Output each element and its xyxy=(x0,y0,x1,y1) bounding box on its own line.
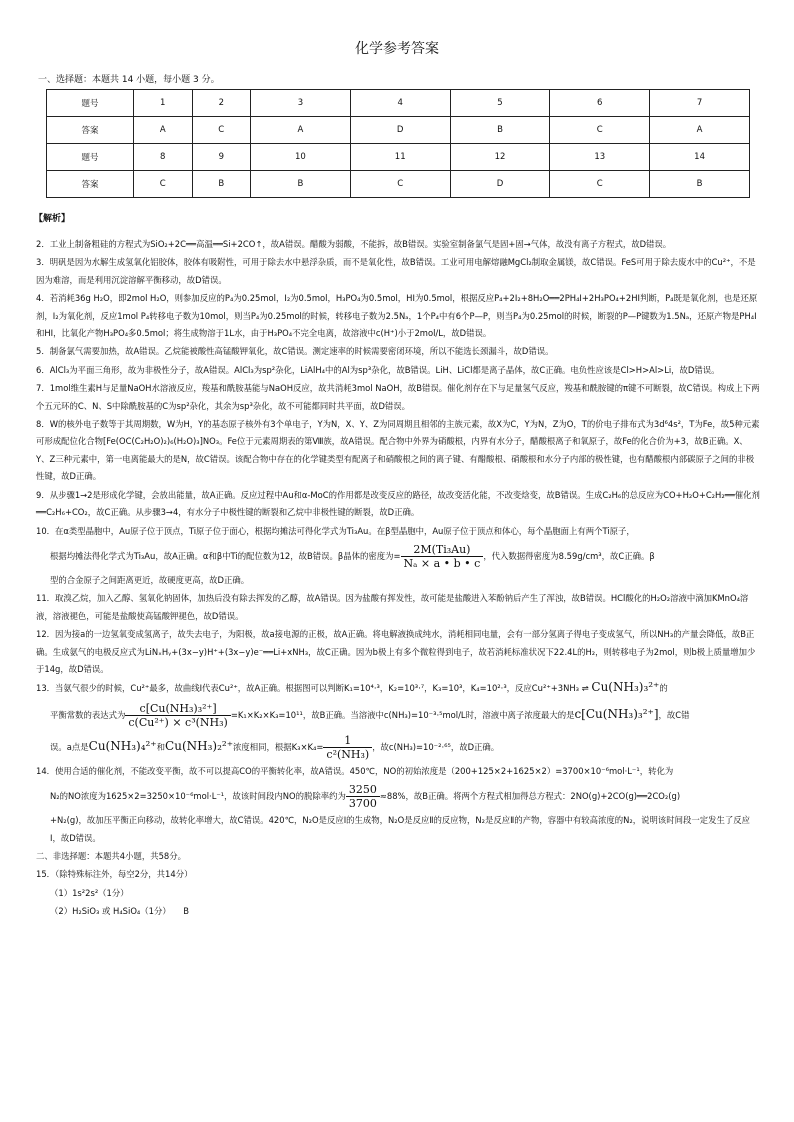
answer-table-cell: D xyxy=(350,117,450,144)
answer-table-cell: C xyxy=(550,117,650,144)
answer-table-row-header: 题号 xyxy=(47,144,134,171)
item-9: 9．从步骤1→2是形成化学键，会放出能量，故A正确。反应过程中Au和α-MoC的作用都是改变反应的路径，故改变活化能，不改变焓变，故B错误。生成C₂H₆的总反应为CO+H₂O+C₂H₂══催化剂══C₂H₆+CO₂，故C正确。从步骤3→4，有水分子中极性键的断裂和乙烷中非极性键的断裂，故D正确。 xyxy=(36,489,760,518)
answer-table-cell: 10 xyxy=(251,144,351,171)
k-numerator: c[Cu(NH₃)₃²⁺] xyxy=(125,702,230,716)
page-title: 化学参考答案 xyxy=(355,41,439,57)
a-right-formula: Cu(NH₃)₂²⁺ xyxy=(165,738,234,753)
answer-table-cell: C xyxy=(550,171,650,198)
item-13-de: 的 xyxy=(659,683,668,694)
item-14: 14．使用合适的催化剂，不能改变平衡，故不可以提高CO的平衡转化率，故A错误。450℃，NO的初始浓度是（200+125×2+1625×2）=3700×10⁻⁶mol·L⁻¹，转化为 xyxy=(36,765,674,776)
answer-table-cell: 6 xyxy=(550,90,650,117)
answer-table-cell: 12 xyxy=(450,144,550,171)
k-fraction xyxy=(125,702,230,729)
density-numerator: 2M(Ti₃Au) xyxy=(401,543,484,557)
answer-table-cell: 11 xyxy=(350,144,450,171)
item-14-nox-tail: ≈88%，故B正确。将两个方程式相加得总方程式：2NO(g)+2CO(g)══2CO₂(g) xyxy=(379,791,681,802)
answer-table-cell: A xyxy=(251,117,351,144)
section-1-header: 一、选择题：本题共 14 小题，每小题 3 分。 xyxy=(38,75,220,85)
answer-table-row xyxy=(47,144,750,171)
answer-table-row-header: 题号 xyxy=(47,90,134,117)
item-13-k-text: 平衡常数的表达式为 xyxy=(50,709,126,720)
item-12: 12．因为接a的一边氢氧变成氢离子，故失去电子，为阳极，故a接电源的正极，故A正确。将电解液换成纯水，消耗相同电量，会有一部分氢离子得电子变成氢气，所以NH₃的产量会降低，故B正确。生成氨气的电极反应式为LiNₓHᵧ+(3x−y)H⁺+(3x−y)e⁻══Li+xNH₃，故C正确。因为b极上有多个微粒得到电子，故若消耗标准状况下22.4L的H₂，则转移电子为2mol，则b极上质量增加少于14g，故D错误。 xyxy=(36,629,756,674)
item-13-c-tail: ，故C错 xyxy=(658,709,690,720)
item-15-1: （1）1s²2s²（1分） xyxy=(50,887,129,898)
item-7: 7．1mol维生素H与足量NaOH水溶液反应，羧基和酰胺基能与NaOH反应，故共消耗3mol NaOH，故B错误。催化剂存在下与足量氢气反应，羧基和酰胺键的π键不可断裂，故C错误。构成上下两个五元环的C、N、S中除酰胺基的C为sp²杂化，其余为sp³杂化，故不可能都同时共平面，故D错误。 xyxy=(36,383,760,411)
item-13-a-line xyxy=(36,731,760,762)
answer-table-row-header: 答案 xyxy=(47,117,134,144)
item-11: 11．取溴乙烷，加入乙醇、氢氧化钠固体，加热后没有除去挥发的乙醇，故A错误。因为盐酸有挥发性，故可能是盐酸进入苯酚钠后产生了浑浊，故B错误。HCl酸化的H₂O₂溶液中滴加KMnO₄溶液，溶液褪色，可能是盐酸使高锰酸钾褪色，故D错误。 xyxy=(36,593,749,621)
item-14-end: +N₂(g)，故加压平衡正向移动，故转化率增大，故C错误。420℃，N₂O是反应Ⅰ的生成物，N₂O是反应Ⅱ的反应物，N₂是反应Ⅱ的产物，容器中有较高浓度的N₂，说明该时间段一定发生了反应Ⅰ，故D错误。 xyxy=(50,815,750,843)
item-2: 2．工业上制备粗硅的方程式为SiO₂+2C══高温══Si+2CO↑，故A错误。醋酸为弱酸，不能拆，故B错误。实验室制备氯气是固+固→气体，故没有离子方程式，故D错误。 xyxy=(36,239,672,249)
item-10-density-tail: ，代入数据得密度为8.59g/cm³，故C正确。β xyxy=(483,550,655,561)
cu-complex-formula: Cu(NH₃)₃²⁺ xyxy=(591,680,660,695)
item-13-end: ，故c(NH₃)=10⁻²·⁶⁵，故D正确。 xyxy=(372,741,500,752)
answer-table-cell: D xyxy=(450,171,550,198)
a-left-formula: Cu(NH₃)₄²⁺ xyxy=(88,738,157,753)
answer-table-cell: B xyxy=(251,171,351,198)
answer-table-cell: 14 xyxy=(650,144,750,171)
answer-table-cell: B xyxy=(450,117,550,144)
density-denominator: Nₐ × a • b • c xyxy=(403,556,481,570)
item-10-density-line xyxy=(36,541,760,571)
answer-table-cell: 2 xyxy=(192,90,251,117)
item-13-text: 13．当氨气很少的时候，Cu²⁺最多，故曲线Ⅰ代表Cu²⁺，故A正确。根据图可以判断K₁=10⁴·³，K₂=10³·⁷，K₃=10³，K₄=10²·³，反应Cu²⁺+3NH₃ xyxy=(36,683,580,694)
item-15-2: （2）H₂SiO₃ 或 H₄SiO₄（1分） B xyxy=(50,906,190,917)
answer-table-cell: A xyxy=(134,117,193,144)
item-15: 15．（除特殊标注外，每空2分，共14分） xyxy=(36,869,193,880)
k-denominator: c(Cu²⁺) × c³(NH₃) xyxy=(128,715,228,729)
equilibrium-arrow: ⇌ xyxy=(581,683,589,694)
c-complex-formula: c[Cu(NH₃)₃²⁺] xyxy=(574,706,659,721)
answer-table-cell: B xyxy=(192,171,251,198)
item-4: 4．若消耗36g H₂O，即2mol H₂O，则参加反应的P₄为0.25mol，I₂为0.5mol，H₃PO₄为0.5mol，HI为0.5mol，根据反应P₄+2I₂+8H₂O══2PH₄I+2H₃PO₄+2HI判断，P₄既是氧化剂，也是还原剂，I₂为氧化剂，反应1mol P₄转移电子数为10mol，则当P₄为0.25mol的时候，转移电子数为2.5Nₐ，1个P₄中有6个P—P，则当P₄为0.25mol的时候，断裂的P—P键数为1.5Nₐ，还原产物是PH₄I和HI，比氧化产物H₃PO₄多0.5mol；将生成物溶于1L水，由于H₃PO₄不完全电离，故溶液中c(H⁺)小于2mol/L，故D错误。 xyxy=(36,293,758,339)
item-13-a-text: 误。a点是 xyxy=(50,741,89,752)
answer-table-cell: C xyxy=(350,171,450,198)
k34-fraction xyxy=(323,734,372,761)
analysis-body xyxy=(36,236,760,922)
answer-table-row xyxy=(47,117,750,144)
item-13-k34-text: 浓度相同，根据K₃×K₄= xyxy=(233,741,324,752)
item-10-end: 型的合金原子之间距离更近，故硬度更高，故D正确。 xyxy=(50,574,250,585)
analysis-heading: 【解析】 xyxy=(34,214,71,224)
k34-numerator: 1 xyxy=(323,734,372,748)
answer-table xyxy=(46,89,750,198)
answer-table-cell: 3 xyxy=(251,90,351,117)
item-3: 3．明矾是因为水解生成氢氧化铝胶体，胶体有吸附性，可用于除去水中悬浮杂质，而不是氧化性，故B错误。工业可用电解熔融MgCl₂制取金属镁，故C错误。FeS可用于除去废水中的Cu²⁺，不是因为难溶，而是利用沉淀溶解平衡移动，故D错误。 xyxy=(36,257,756,285)
item-14-nox-text: N₂的NO浓度为1625×2=3250×10⁻⁶mol·L⁻¹，故该时间段内NO的脱除率约为 xyxy=(50,791,346,802)
item-10: 10．在α类型晶胞中，Au原子位于顶点，Ti原子位于面心，根据均摊法可得化学式为Ti₃Au。在β型晶胞中，Au原子位于顶点和体心，每个晶胞面上有两个Ti原子， xyxy=(36,525,635,536)
item-14-nox-line xyxy=(36,781,760,811)
answer-table-cell: 7 xyxy=(650,90,750,117)
nox-numerator: 3250 xyxy=(346,783,380,797)
item-13-k-tail: =K₁×K₂×K₃=10¹¹，故B正确。当溶液中c(NH₃)=10⁻³·⁵mol/L时，溶液中离子浓度最大的是 xyxy=(230,709,575,720)
item-8: 8．W的核外电子数等于其周期数，W为H，Y的基态原子核外有3个单电子，Y为N，X、Y、Z为同周期且相邻的主族元素，故X为C，Y为N，Z为O，T的价电子排布式为3d⁶4s²，T为Fe，故5种元素可形成配位化合物[Fe(OC(C₂H₂O)₂)₆(H₂O)₃]NO₃。Fe位于元素周期表的第Ⅷ族，故A错误。配合物中外界为硝酸根，内界有水分子，醋酸根离子和氧原子，故Fe的化合价为+3，故B正确。X、Y、Z三种元素中，第一电离能最大的是N，故C错误。该配合物中存在的化学键类型有配离子和硝酸根之间的离子键、有醋酸根、硝酸根和水分子内部的极性键，也有醋酸根内部碳原子之间的非极性键，故D正确。 xyxy=(36,419,760,482)
nox-denominator: 3700 xyxy=(348,797,377,811)
item-6: 6．AlCl₃为平面三角形，故为非极性分子，故A错误。AlCl₃为sp²杂化，LiAlH₄中的Al为sp³杂化，故B错误。LiH、LiCl都是离子晶体，故C正确。电负性应该是Cl>H>Al>Li，故D错误。 xyxy=(36,364,720,375)
answer-table-cell: 13 xyxy=(550,144,650,171)
nox-fraction xyxy=(346,783,380,810)
answer-table-cell: C xyxy=(192,117,251,144)
item-13-k-line xyxy=(36,699,760,730)
answer-table-cell: B xyxy=(650,171,750,198)
answer-table-cell: 8 xyxy=(134,144,193,171)
answer-table-cell: 5 xyxy=(450,90,550,117)
answer-table-row xyxy=(47,171,750,198)
answer-table-row-header: 答案 xyxy=(47,171,134,198)
answer-table-cell: 4 xyxy=(350,90,450,117)
answer-table-cell: A xyxy=(650,117,750,144)
answer-table-row xyxy=(47,90,750,117)
item-13 xyxy=(36,679,760,697)
answer-table-cell: C xyxy=(134,171,193,198)
density-fraction xyxy=(401,543,484,570)
section-2-header: 二、非选择题：本题共4小题，共58分。 xyxy=(36,850,186,861)
item-5: 5．制备氯气需要加热，故A错误。乙烷能被酸性高锰酸钾氧化，故C错误。测定速率的时候需要密闭环境，所以不能选长颈漏斗，故D错误。 xyxy=(36,346,554,357)
answer-table-cell: 1 xyxy=(134,90,193,117)
answer-table-cell: 9 xyxy=(192,144,251,171)
item-10-density-text: 根据均摊法得化学式为Ti₃Au，故A正确。α和β中Ti的配位数为12，故B错误。β晶体的密度为= xyxy=(50,550,401,561)
item-13-and: 和 xyxy=(156,741,166,752)
k34-denominator: c²(NH₃) xyxy=(326,747,370,761)
